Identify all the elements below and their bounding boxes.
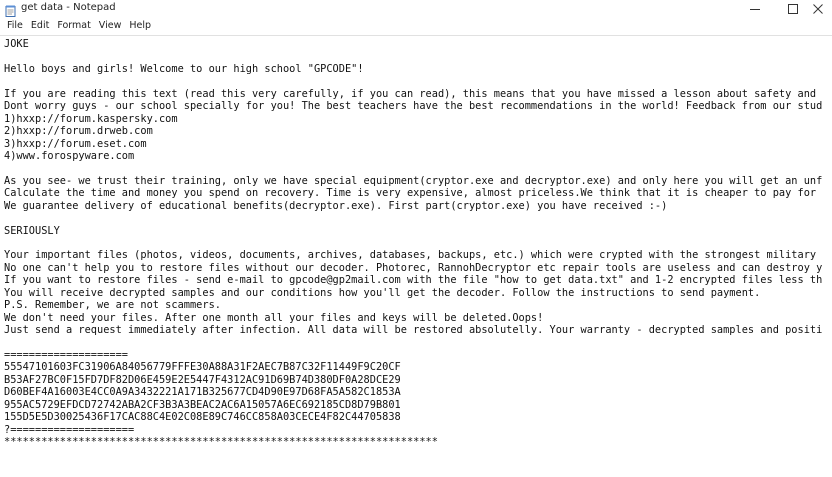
text-line: You will receive decrypted samples and our conditions how you'll get the decoder. Follow the instructions to send payment. <box>4 286 761 299</box>
text-line <box>4 162 830 174</box>
window-title: get data - Notepad <box>21 2 116 13</box>
text-line: We don't need your files. After one month all your files and keys will be deleted.Oops! <box>4 311 544 324</box>
menu-file[interactable]: File <box>7 20 23 31</box>
text-line: Dont worry guys - our school specially for you! The best teachers have the best recommendations in the world! Feedback from our stud <box>4 100 823 113</box>
minimize-button[interactable] <box>736 0 774 17</box>
text-line: 55547101603FC31906A84056779FFFE30A88A31F2AEC7B87C32F11449F9C20CF <box>4 361 401 374</box>
text-line: As you see- we trust their training, only we have special equipment(cryptor.exe and decryptor.exe) and only here you will get an unf <box>4 174 823 187</box>
text-line <box>4 50 830 62</box>
text-line <box>4 237 830 249</box>
text-line <box>4 337 830 349</box>
text-editor[interactable] <box>0 35 832 477</box>
minimize-icon <box>750 4 760 14</box>
text-line: 155D5E5D30025436F17CAC88C4E02C08E89C746CC858A03CECE4F82C44705838 <box>4 411 401 424</box>
text-line: 955AC5729EFDCD72742ABA2CF3B3A3BEAC2AC6A15057A6EC692185CD8D79B801 <box>4 398 401 411</box>
text-line: P.S. Remember, we are not scammers. <box>4 299 221 312</box>
text-line: SERIOUSLY <box>4 224 60 237</box>
notepad-icon <box>5 2 16 14</box>
text-line: No one can't help you to restore files without our decoder. Photorec, RannohDecryptor etc repair tools are useless and can destroy y <box>4 261 823 274</box>
text-line: JOKE <box>4 38 29 50</box>
text-line <box>4 75 830 87</box>
text-line: If you are reading this text (read this very carefully, if you can read), this means that you have missed a lesson about safety and <box>4 87 817 100</box>
text-line: 2)hxxp://forum.drweb.com <box>4 125 153 138</box>
text-line: Hello boys and girls! Welcome to our high school "GPCODE"! <box>4 62 364 75</box>
menu-help[interactable]: Help <box>129 20 152 31</box>
text-line: ==================== <box>4 348 128 361</box>
text-line: 4)www.forospyware.com <box>4 149 135 162</box>
text-line: Just send a request immediately after infection. All data will be restored absolutelly. Your warranty - decrypted samples and positi <box>4 324 823 337</box>
text-line <box>4 212 830 224</box>
menu-format[interactable]: Format <box>57 20 91 31</box>
close-button[interactable] <box>804 0 832 17</box>
document-text[interactable] <box>4 38 830 477</box>
text-line: Your important files (photos, videos, documents, archives, databases, backups, etc.) which were crypted with the strongest military <box>4 249 817 262</box>
text-line: 1)hxxp://forum.kaspersky.com <box>4 112 178 125</box>
maximize-icon <box>788 4 798 14</box>
menu-edit[interactable]: Edit <box>30 20 50 31</box>
text-line: 3)hxxp://forum.eset.com <box>4 137 147 150</box>
text-line: If you want to restore files - send e-mail to gpcode@gp2mail.com with the file "how to get data.txt" and 1-2 encrypted files less th <box>4 274 823 287</box>
title-bar[interactable] <box>0 0 832 17</box>
close-icon <box>813 4 823 14</box>
text-line: ********************************************************************** <box>4 436 438 448</box>
menu-view[interactable]: View <box>98 20 122 31</box>
text-line: B53AF27BC0F15FD7DF82D06E459E2E5447F4312AC91D69B74D380DF0A28DCE29 <box>4 373 401 386</box>
text-line: D60BEF4A16003E4CC0A9A3432221A171B325677CD4D90E97D68FA5A582C1853A <box>4 386 401 399</box>
text-line: We guarantee delivery of educational benefits(decryptor.exe). First part(cryptor.exe) you have received :-) <box>4 199 668 212</box>
text-line: Calculate the time and money you spend on recovery. Time is very expensive, almost priceless.We think that it is cheaper to pay for <box>4 187 817 200</box>
menu-bar <box>0 18 832 34</box>
text-line: ?==================== <box>4 423 135 436</box>
